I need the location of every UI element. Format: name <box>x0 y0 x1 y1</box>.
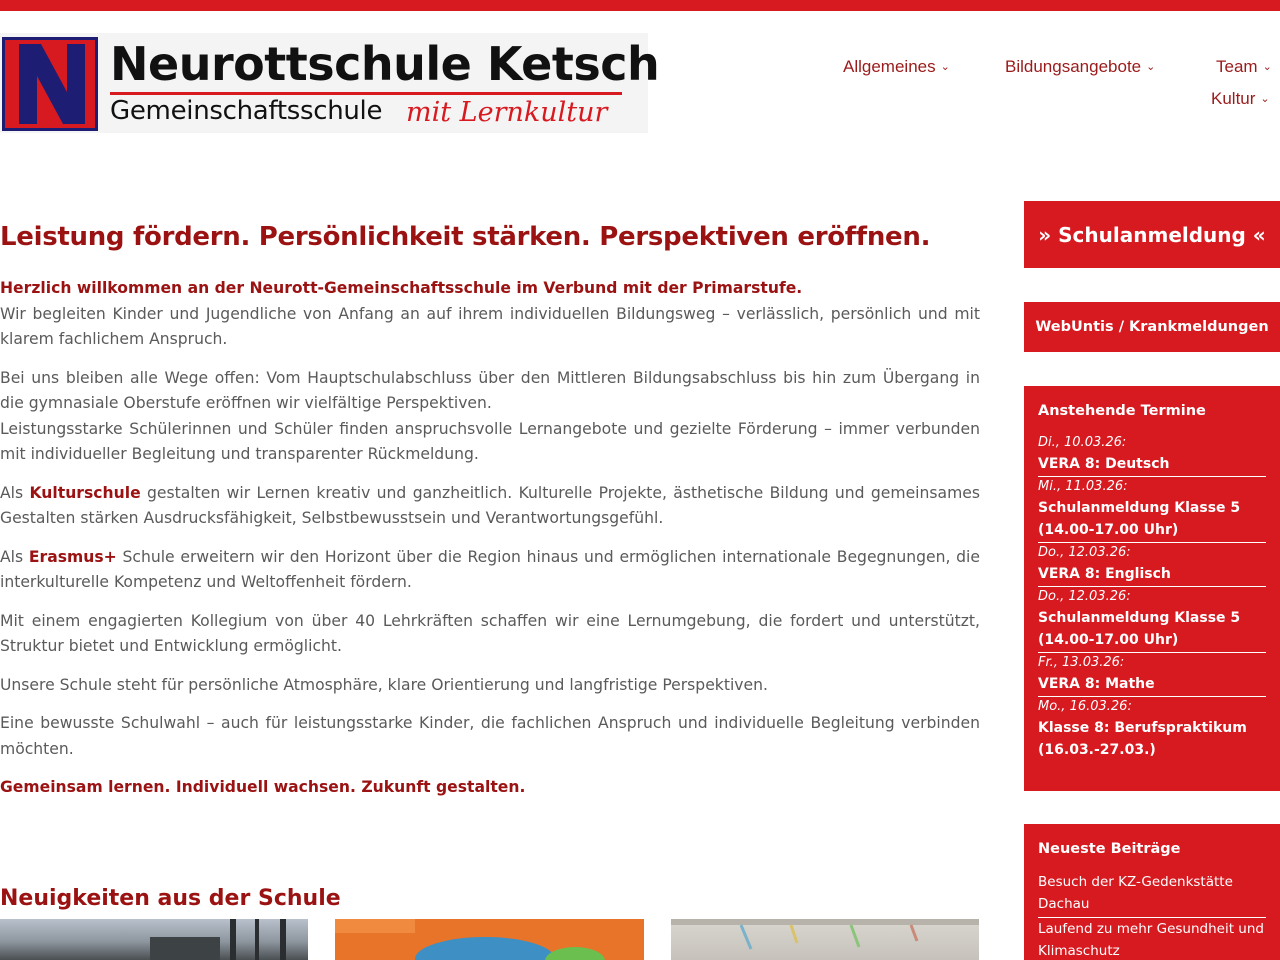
support-text: Leistungsstarke Schülerinnen und Schüler finden anspruchsvolle Lernangebote und gezielte Förderung – immer verbunden mit individueller Begleitung und transparenter Rückmeldung. <box>0 419 980 463</box>
event-date: Mi., 11.03.26: <box>1038 479 1128 494</box>
event-title[interactable]: Schulanmeldung Klasse 5 (14.00-17.00 Uhr) <box>1038 607 1266 653</box>
atmosphere-paragraph: Unsere Schule steht für persönliche Atmosphäre, klare Orientierung und langfristige Perspektiven. <box>0 675 768 694</box>
nav-item-team[interactable] <box>1216 57 1272 77</box>
news-thumbnail[interactable] <box>671 919 979 960</box>
nav-item-label: Kultur <box>1211 89 1256 108</box>
logo-letter-n-icon <box>5 40 95 128</box>
chevron-down-icon: ⌄ <box>940 61 950 73</box>
erasmus-paragraph <box>0 545 980 596</box>
events-widget <box>1024 386 1280 791</box>
school-registration-button[interactable]: » Schulanmeldung « <box>1024 201 1280 268</box>
news-image-outdoor <box>0 919 308 960</box>
events-title: Anstehende Termine <box>1038 403 1206 419</box>
top-accent-bar <box>0 0 1280 11</box>
news-thumbnail[interactable] <box>0 919 308 960</box>
main-content <box>0 222 980 801</box>
event-item <box>1038 587 1266 653</box>
logo-n-mark <box>2 37 98 131</box>
paths-text: Bei uns bleiben alle Wege offen: Vom Hauptschulabschluss über den Mittleren Bildungsabschluss bis hin zum Übergang in die gymnasiale Oberstufe eröffnen wir vielfältige Perspektiven. <box>0 368 980 412</box>
erasmus-text: Schule erweitern wir den Horizont über die Region hinaus und ermöglichen internationale Begegnungen, die interkulturelle Kompetenz und Weltoffenheit fördern. <box>0 547 980 591</box>
intro-text: Wir begleiten Kinder und Jugendliche von Anfang an auf ihrem individuellen Bildungsweg – verlässlich, persönlich und mit klarem fachlichem Anspruch. <box>0 304 980 348</box>
erasmus-link[interactable]: Erasmus+ <box>28 547 117 566</box>
news-heading: Neuigkeiten aus der Schule <box>0 886 341 911</box>
event-date: Do., 12.03.26: <box>1038 589 1131 604</box>
event-title[interactable]: VERA 8: Englisch <box>1038 563 1266 587</box>
event-date: Di., 10.03.26: <box>1038 435 1127 450</box>
webuntis-button[interactable]: WebUntis / Krankmeldungen <box>1024 302 1280 352</box>
kulturschule-prefix: Als <box>0 483 30 502</box>
event-item <box>1038 433 1266 477</box>
site-logo[interactable] <box>0 33 660 133</box>
chevron-down-icon: ⌄ <box>1262 61 1272 73</box>
event-title[interactable]: VERA 8: Deutsch <box>1038 453 1266 477</box>
kollegium-paragraph: Mit einem engagierten Kollegium von über 40 Lehrkräften schaffen wir eine Lernumgebung, die fordert und unterstützt, Struktur bietet und Entwicklung ermöglicht. <box>0 611 980 655</box>
recent-post-link[interactable]: Besuch der KZ-Gedenkstätte Dachau <box>1038 871 1266 918</box>
nav-item-bildungsangebote[interactable] <box>1005 57 1155 77</box>
recent-posts-title: Neueste Beiträge <box>1038 841 1181 857</box>
event-date: Fr., 13.03.26: <box>1038 655 1125 670</box>
page-headline: Leistung fördern. Persönlichkeit stärken. Perspektiven eröffnen. <box>0 222 931 252</box>
news-thumbnail[interactable] <box>335 919 644 960</box>
nav-item-allgemeines[interactable] <box>843 57 950 77</box>
event-title[interactable]: Klasse 8: Berufspraktikum (16.03.-27.03.) <box>1038 720 1247 758</box>
recent-posts-widget <box>1024 824 1280 960</box>
recent-posts-list <box>1038 871 1266 960</box>
closing-slogan: Gemeinsam lernen. Individuell wachsen. Zukunft gestalten. <box>0 778 526 796</box>
news-image-poster <box>335 919 644 960</box>
chevron-down-icon: ⌄ <box>1146 61 1156 73</box>
kulturschule-text: gestalten wir Lernen kreativ und ganzheitlich. Kulturelle Projekte, ästhetische Bildung und gemeinsames Gestalten stärken Ausdrucksfähigkeit, Selbstbewusstsein und Verantwortungsgefühl. <box>0 483 980 527</box>
logo-divider <box>110 92 622 95</box>
event-title[interactable]: Schulanmeldung Klasse 5 (14.00-17.00 Uhr) <box>1038 497 1266 543</box>
nav-item-label: Allgemeines <box>843 57 936 76</box>
logo-subtitle: Gemeinschaftsschule <box>110 96 383 126</box>
event-title[interactable]: VERA 8: Mathe <box>1038 673 1266 697</box>
recent-post-link[interactable]: Laufend zu mehr Gesundheit und Klimaschutz <box>1038 921 1264 959</box>
logo-script: mit Lernkultur <box>406 97 608 128</box>
school-choice-paragraph: Eine bewusste Schulwahl – auch für leistungsstarke Kinder, die fachlichen Anspruch und individuelle Begleitung verbinden möchten. <box>0 714 980 758</box>
news-image-classroom <box>671 919 979 960</box>
event-date: Do., 12.03.26: <box>1038 545 1131 560</box>
paths-paragraph <box>0 366 980 468</box>
kulturschule-link[interactable]: Kulturschule <box>29 483 141 502</box>
chevron-down-icon: ⌄ <box>1260 93 1270 105</box>
event-item <box>1038 477 1266 543</box>
nav-item-kultur[interactable] <box>1211 89 1270 109</box>
logo-title: Neurottschule Ketsch <box>110 37 660 91</box>
event-item <box>1038 697 1266 762</box>
event-item <box>1038 543 1266 587</box>
event-item <box>1038 653 1266 697</box>
nav-item-label: Team <box>1216 57 1258 76</box>
nav-item-label: Bildungsangebote <box>1005 57 1142 76</box>
erasmus-prefix: Als <box>0 547 29 566</box>
event-date: Mo., 16.03.26: <box>1038 699 1132 714</box>
events-list <box>1038 433 1266 762</box>
welcome-text: Herzlich willkommen an der Neurott-Gemeinschaftsschule im Verbund mit der Primarstufe. <box>0 279 803 297</box>
kulturschule-paragraph <box>0 481 980 532</box>
intro-paragraph <box>0 276 980 353</box>
